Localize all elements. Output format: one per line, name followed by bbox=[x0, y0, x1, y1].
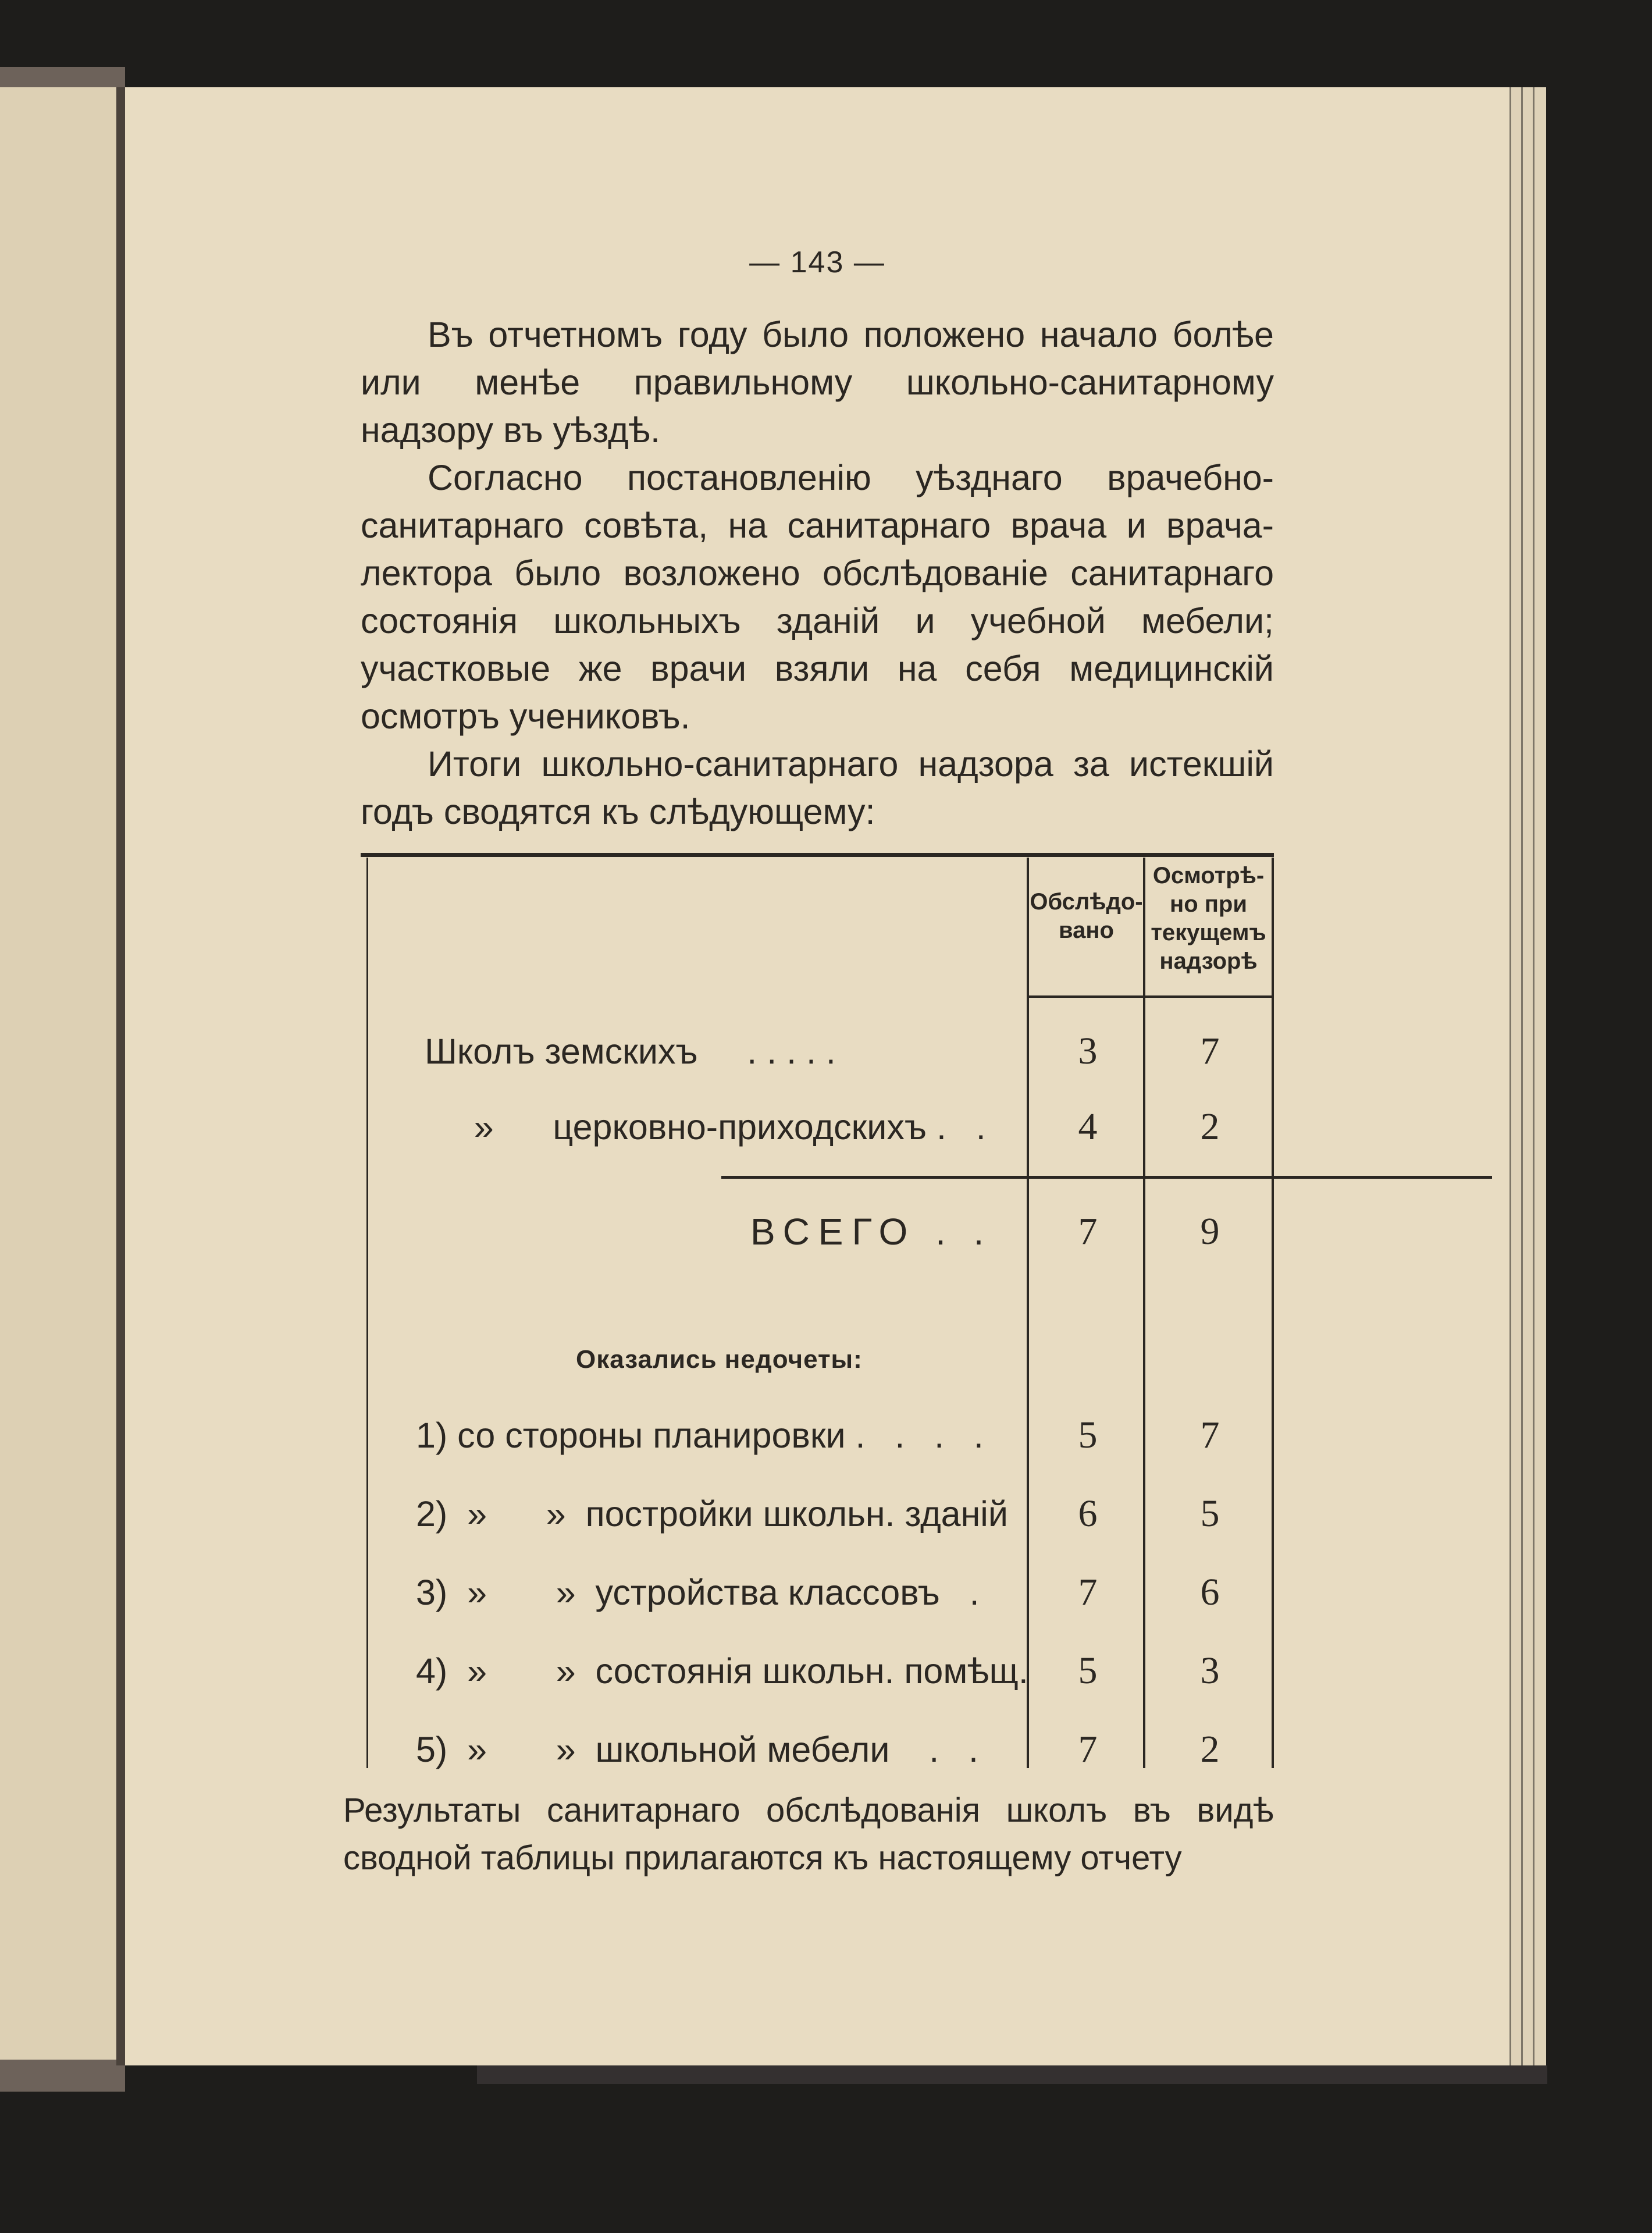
value-inspected: 4 bbox=[1078, 1105, 1098, 1148]
total-examined: 9 bbox=[1200, 1210, 1220, 1253]
page-content bbox=[343, 239, 1274, 1877]
page-edge bbox=[1533, 87, 1546, 2065]
value-inspected: 5 bbox=[1078, 1649, 1098, 1692]
total-inspected: 7 bbox=[1078, 1210, 1098, 1253]
value-examined: 3 bbox=[1200, 1649, 1220, 1692]
defects-heading: Оказались недочеты: bbox=[576, 1345, 863, 1374]
defect-row-label: 5) » » школьной мебели . . bbox=[416, 1730, 978, 1769]
value-examined: 2 bbox=[1200, 1105, 1220, 1148]
column-divider bbox=[366, 858, 368, 1768]
defect-row-label: 2) » » постройки школьн. зданiй bbox=[416, 1494, 1008, 1534]
value-inspected: 7 bbox=[1078, 1728, 1098, 1770]
defect-row-label: 4) » » состоянiя школьн. помѣщ. bbox=[416, 1651, 1028, 1691]
defect-row-label: 1) со стороны планировки . . . . bbox=[416, 1416, 984, 1455]
paragraph: Въ отчетномъ году было положено начало болѣе или менѣе правильному школьно-санитарному надзору въ уѣздѣ. bbox=[361, 315, 1274, 450]
value-inspected: 3 bbox=[1078, 1030, 1098, 1072]
inspection-table bbox=[343, 853, 1274, 1877]
header-rule bbox=[1027, 995, 1274, 998]
left-page-paper bbox=[0, 87, 116, 2060]
value-examined: 7 bbox=[1200, 1414, 1220, 1456]
table-top-rule bbox=[361, 853, 1274, 857]
total-label: ВСЕГО . . bbox=[750, 1211, 993, 1253]
table-row-label: Школъ земскихъ . . . . . bbox=[425, 1032, 836, 1071]
page-number: — 143 — bbox=[749, 246, 885, 279]
value-examined: 2 bbox=[1200, 1728, 1220, 1770]
value-examined: 5 bbox=[1200, 1492, 1220, 1535]
defect-row-label: 3) » » устройства классовъ . bbox=[416, 1573, 980, 1612]
closing-paragraph: Результаты санитарнаго обслѣдованiя школъ въ видѣ сводной таблицы прилагаются къ настоящему отчету bbox=[343, 1791, 1274, 1877]
column-divider bbox=[1143, 858, 1145, 1768]
value-inspected: 5 bbox=[1078, 1414, 1098, 1456]
column-divider bbox=[1272, 858, 1274, 1768]
value-inspected: 6 bbox=[1078, 1492, 1098, 1535]
page-bottom-shadow bbox=[477, 2065, 1547, 2084]
value-examined: 6 bbox=[1200, 1571, 1220, 1613]
table-row-label: » церковно-приходскихъ . . bbox=[425, 1107, 986, 1147]
column-divider bbox=[1027, 858, 1029, 1768]
value-examined: 7 bbox=[1200, 1030, 1220, 1072]
paragraph: Итоги школьно-санитарнаго надзора за истекшiй годъ сводятся къ слѣдующему: bbox=[361, 744, 1274, 831]
header-inspected: Обслѣдо-вано bbox=[1030, 889, 1143, 943]
value-inspected: 7 bbox=[1078, 1571, 1098, 1613]
header-examined: Осмотрѣ-но при текущемъ надзорѣ bbox=[1151, 863, 1266, 974]
paragraph: Согласно постановленiю уѣзднаго врачебно-санитарнаго совѣта, на санитарнаго врача и врача-лектора было возложено обслѣдованiе санитарнаго состоянiя школьныхъ зданiй и учебной мебели; участковые же врачи взяли на себя медицинскiй осмотръ учениковъ. bbox=[361, 458, 1274, 736]
subtotal-rule bbox=[721, 1176, 1492, 1179]
